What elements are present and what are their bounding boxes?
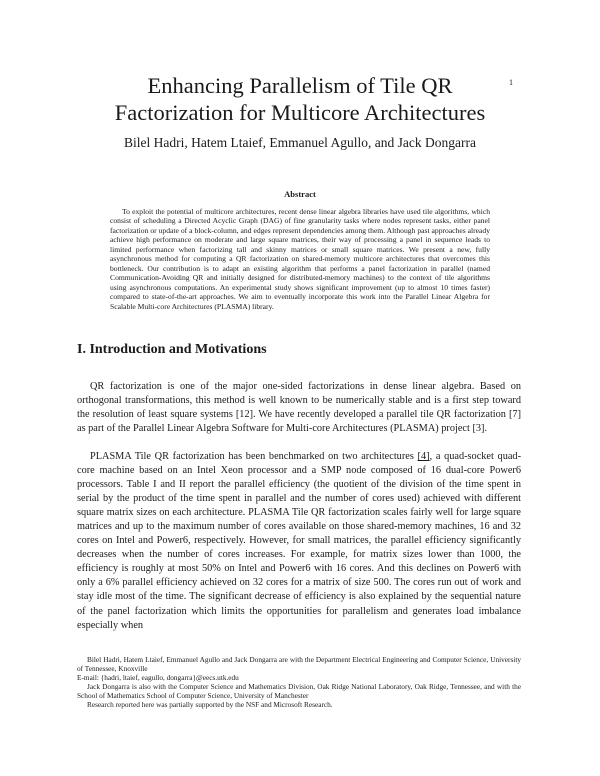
abstract-text: To exploit the potential of multicore architectures, recent dense linear algebra libraries have used tile algorithms, which consist of scheduling a Directed Acyclic Graph (DAG) of fine granularity tasks where nodes represent tasks, either panel factorization or update of a block-column, and edges represent dependencies among them. Although past approaches already achieve high performance on moderate and large square matrices, their way of processing a panel in sequence leads to limited performance when factorizing tall and skinny matrices or small square matrices. We present a new, fully asynchronous method for computing a QR factorization on shared-memory multicore architectures that overcomes this bottleneck. Our contribution is to adapt an existing algorithm that performs a panel factorization in parallel (named Communication-Avoiding QR and initially designed for distributed-memory machines) to the context of tile algorithms using asynchronous computations. An experimental study shows significant improvement (up to almost 10 times faster) compared to state-of-the-art approaches. We aim to eventually incorporate this work into the Parallel Linear Algebra for Scalable Multi-core Architectures (PLASMA) library.	[110, 207, 490, 311]
title-line-2: Factorization for Multicore Architectures	[114, 100, 486, 125]
paragraph-2-part-2: , a quad-socket quad-core machine based on an Intel Xeon processor and a SMP node composed of 16 dual-core Power6 processors. Table I and II report the parallel efficiency (the quotient of the division of the time spent in serial by the product of the time spent in parallel and the number of cores used) achieved with different square matrix sizes on each architecture. PLASMA Tile QR factorization scales fairly well for large square matrices and up to the maximum number of cores available on those shared-memory machines, 16 and 32 cores on Intel and Power6, respectively. However, for small matrices, the parallel efficiency significantly decreases when the number of cores increases. For example, for matrix sizes lower than 1000, the efficiency is roughly at most 50% on Intel and Power6 with 16 cores. And this declines on Power6 with only a 6% parallel efficiency achieved on 32 cores for a matrix of size 500. The cores run out of work and stay idle most of the time. The significant decrease of efficiency is also explained by the sequential nature of the panel factorization which limits the opportunities for parallelism and generates load imbalance especially when	[77, 451, 522, 631]
section-heading: I. Introduction and Motivations	[77, 342, 267, 357]
title-line-1: Enhancing Parallelism of Tile QR	[147, 73, 453, 98]
citation-link[interactable]: [4]	[417, 451, 430, 462]
paper-title	[60, 72, 540, 126]
footnote-email: E-mail: {hadri, ltaief, eagullo, dongarra}@eecs.utk.edu	[77, 672, 239, 682]
footnote-dongarra: Jack Dongarra is also with the Computer Science and Mathematics Division, Oak Ridge National Laboratory, Oak Ridge, Tennessee, and with the School of Mathematics School of Computer Science, University of Manchester	[77, 681, 521, 700]
footnote-funding: Research reported here was partially supported by the NSF and Microsoft Research.	[87, 699, 333, 709]
footnote-affiliation: Bilel Hadri, Hatem Ltaief, Emmanuel Agullo and Jack Dongarra are with the Department Electrical Engineering and Computer Science, University of Tennessee, Knoxville	[77, 655, 521, 673]
paragraph-1: QR factorization is one of the major one-sided factorizations in dense linear algebra. Based on orthogonal transformations, this method is well known to be numerically stable and is a first step toward the resolution of least square systems [12]. We have recently developed a parallel tile QR factorization [7] as part of the Parallel Linear Algebra Software for Multi-core Architectures (PLASMA) project [3].	[77, 381, 521, 435]
authors: Bilel Hadri, Hatem Ltaief, Emmanuel Agullo, and Jack Dongarra	[123, 135, 476, 150]
abstract-heading: Abstract	[284, 189, 316, 199]
page-number: 1	[509, 78, 513, 87]
footnotes	[77, 656, 521, 709]
paragraph-2-part-1: PLASMA Tile QR factorization has been benchmarked on two architectures	[90, 451, 418, 462]
paragraph-2	[77, 450, 521, 633]
